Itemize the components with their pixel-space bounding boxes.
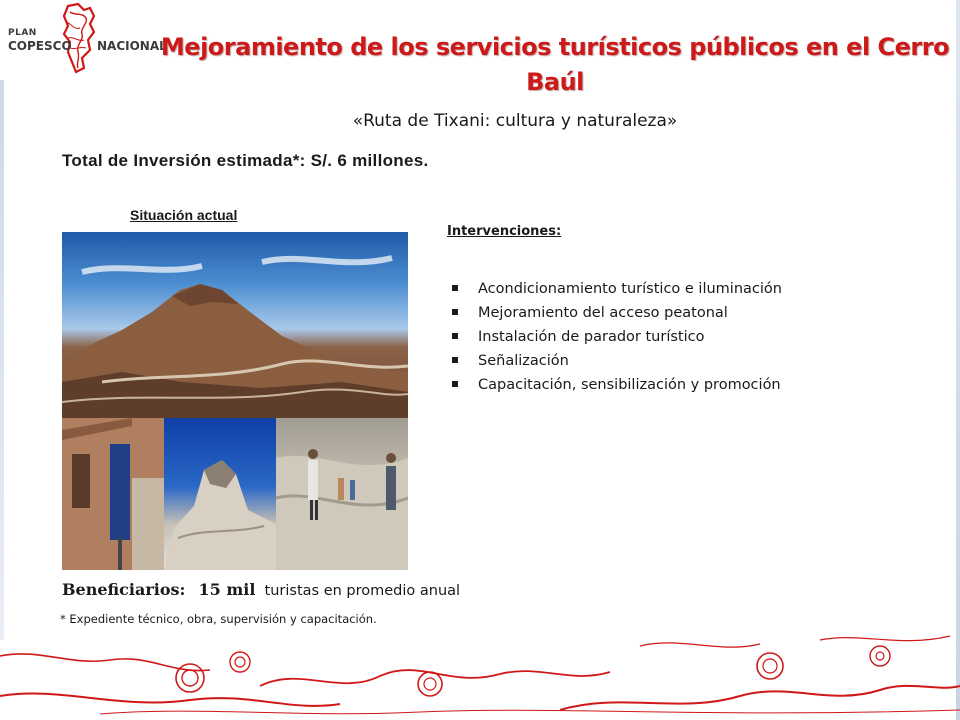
beneficiaries-value: 15 mil [198, 580, 256, 599]
footnote: * Expediente técnico, obra, supervisión y capacitación. [60, 612, 377, 626]
square-bullet-icon [452, 357, 458, 363]
decorative-swirl-border [0, 626, 960, 720]
logo-plan-text: PLAN [8, 28, 37, 38]
slide-subtitle: «Ruta de Tixani: cultura y naturaleza» [352, 111, 678, 131]
hikers-trail-photo [276, 418, 408, 570]
square-bullet-icon [452, 285, 458, 291]
list-item [450, 301, 782, 325]
list-item [450, 325, 782, 349]
list-item-text: Mejoramiento del acceso peatonal [478, 305, 728, 321]
plan-copesco-logo [4, 2, 167, 74]
list-item [450, 373, 782, 397]
square-bullet-icon [452, 309, 458, 315]
slide-edge-left [0, 80, 4, 640]
list-item [450, 277, 782, 301]
beneficiaries-label: Beneficiarios: [62, 580, 186, 599]
interventions-title: Intervenciones: [447, 224, 562, 239]
cerro-baul-photo [62, 232, 408, 418]
situation-label: Situación actual [130, 207, 238, 223]
rock-summit-photo [164, 418, 276, 570]
list-item-text: Instalación de parador turístico [478, 329, 705, 345]
square-bullet-icon [452, 381, 458, 387]
building-sign-photo [62, 418, 164, 570]
list-item-text: Acondicionamiento turístico e iluminación [478, 281, 782, 297]
slide-title: Mejoramiento de los servicios turísticos públicos en el Cerro Baúl [160, 33, 950, 96]
square-bullet-icon [452, 333, 458, 339]
peru-map-icon [60, 2, 100, 74]
list-item-text: Capacitación, sensibilización y promoción [478, 377, 781, 393]
interventions-list [450, 277, 782, 397]
beneficiaries-text: turistas en promedio anual [264, 583, 461, 599]
investment-total: Total de Inversión estimada*: S/. 6 millones. [62, 151, 429, 170]
logo-nacional-text: NACIONAL [97, 39, 167, 53]
slide-edge-right [956, 0, 960, 720]
beneficiaries-line [62, 580, 460, 599]
list-item-text: Señalización [478, 353, 569, 369]
logo-copesco-text: COPESCO [8, 39, 72, 53]
list-item [450, 349, 782, 373]
